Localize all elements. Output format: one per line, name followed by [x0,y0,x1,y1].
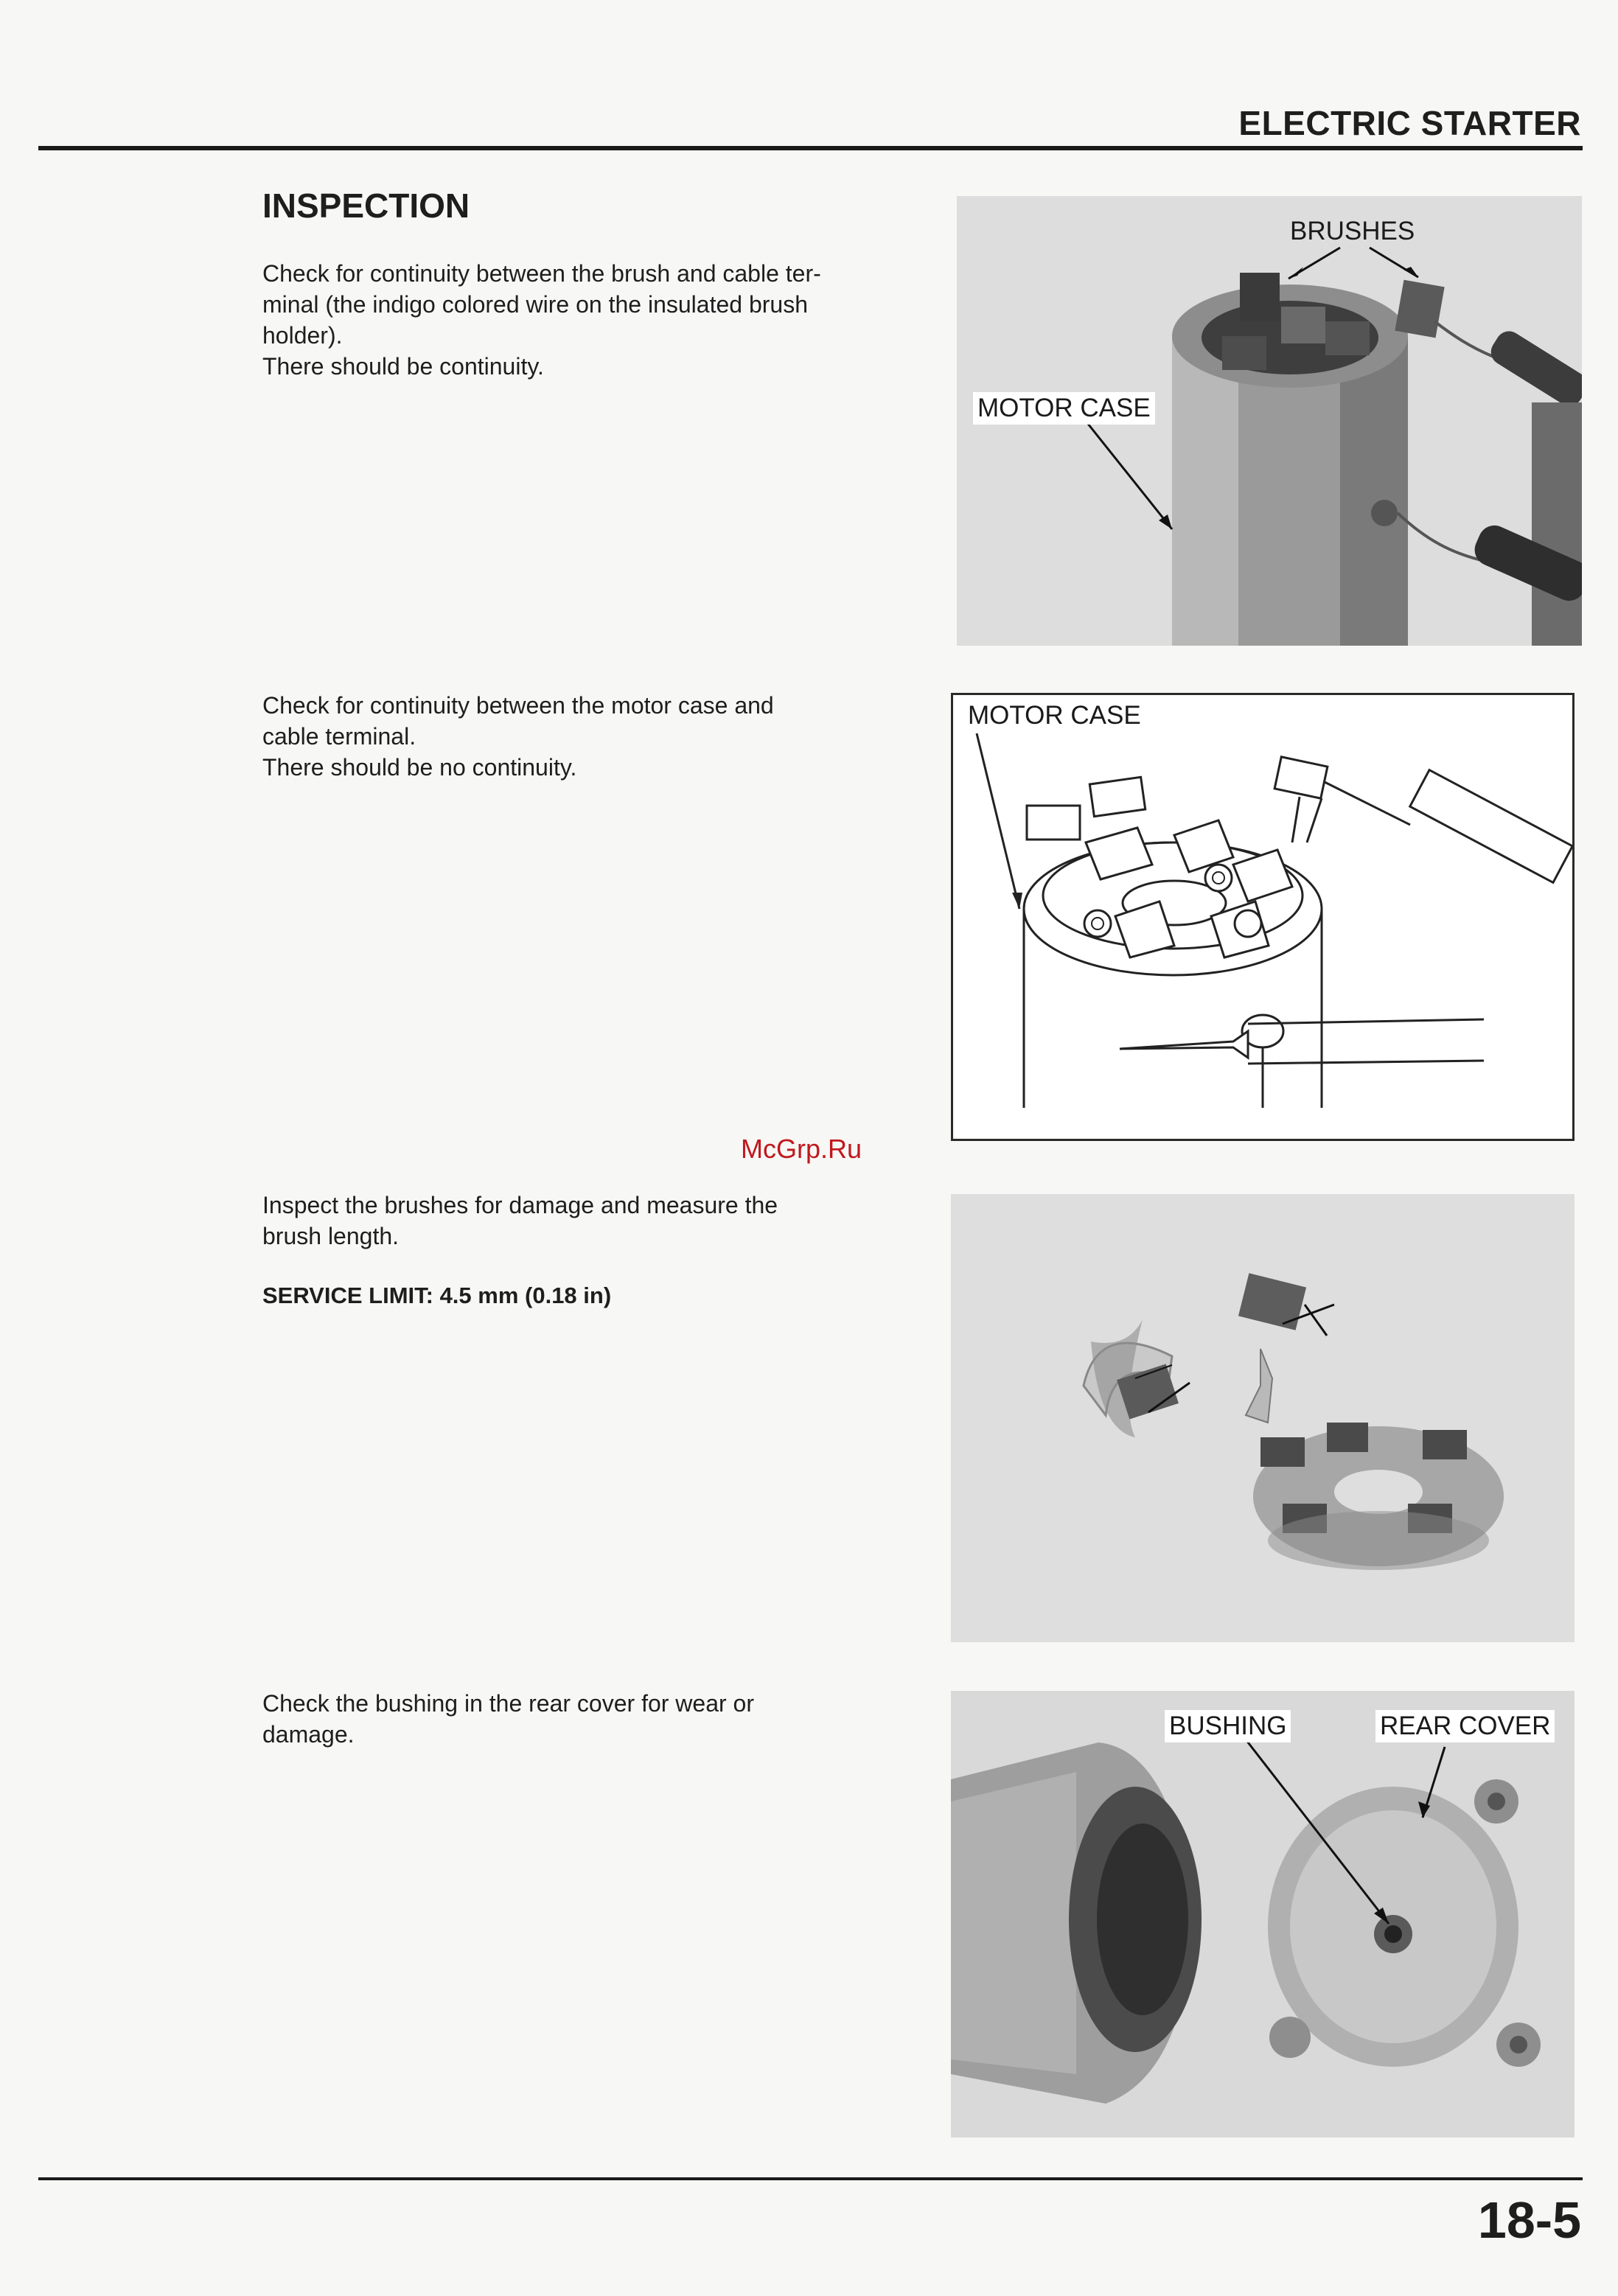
watermark: McGrp.Ru [741,1134,862,1164]
bushing-label: BUSHING [1165,1710,1291,1742]
step-4-line: Check the bushing in the rear cover for wear or [262,1690,754,1717]
step-2-text [262,690,917,783]
step-1-line: holder). [262,322,343,349]
step-3-line: Inspect the brushes for damage and measure the [262,1192,778,1218]
page-number: 18-5 [1477,2191,1581,2249]
section-header-title: ELECTRIC STARTER [1238,104,1581,142]
step-1-line: Check for continuity between the brush and cable ter- [262,260,821,287]
motor-case-label: MOTOR CASE [973,392,1155,425]
section-heading: INSPECTION [262,186,470,225]
step-2-line: There should be no continuity. [262,754,577,781]
figure-brush-length-photo [951,1194,1575,1642]
step-3-text [262,1190,917,1252]
step-2-line: cable terminal. [262,723,416,750]
step-1-text [262,258,917,382]
step-3-line: brush length. [262,1223,400,1249]
figure-motor-case-diagram [951,693,1575,1141]
step-4-text [262,1688,917,1750]
figure-brushes-photo [957,196,1582,646]
brushes-label: BRUSHES [1290,217,1415,245]
header-rule [38,146,1583,150]
motor-case-label: MOTOR CASE [963,699,1145,732]
service-limit-spec: SERVICE LIMIT: 4.5 mm (0.18 in) [262,1283,612,1308]
step-2-line: Check for continuity between the motor case and [262,692,774,719]
rear-cover-label: REAR COVER [1375,1710,1555,1742]
step-4-line: damage. [262,1721,355,1748]
step-1-line: There should be continuity. [262,353,544,380]
footer-rule [38,2177,1583,2180]
step-1-line: minal (the indigo colored wire on the insulated brush [262,291,808,318]
figure-rear-cover-photo [951,1691,1575,2138]
